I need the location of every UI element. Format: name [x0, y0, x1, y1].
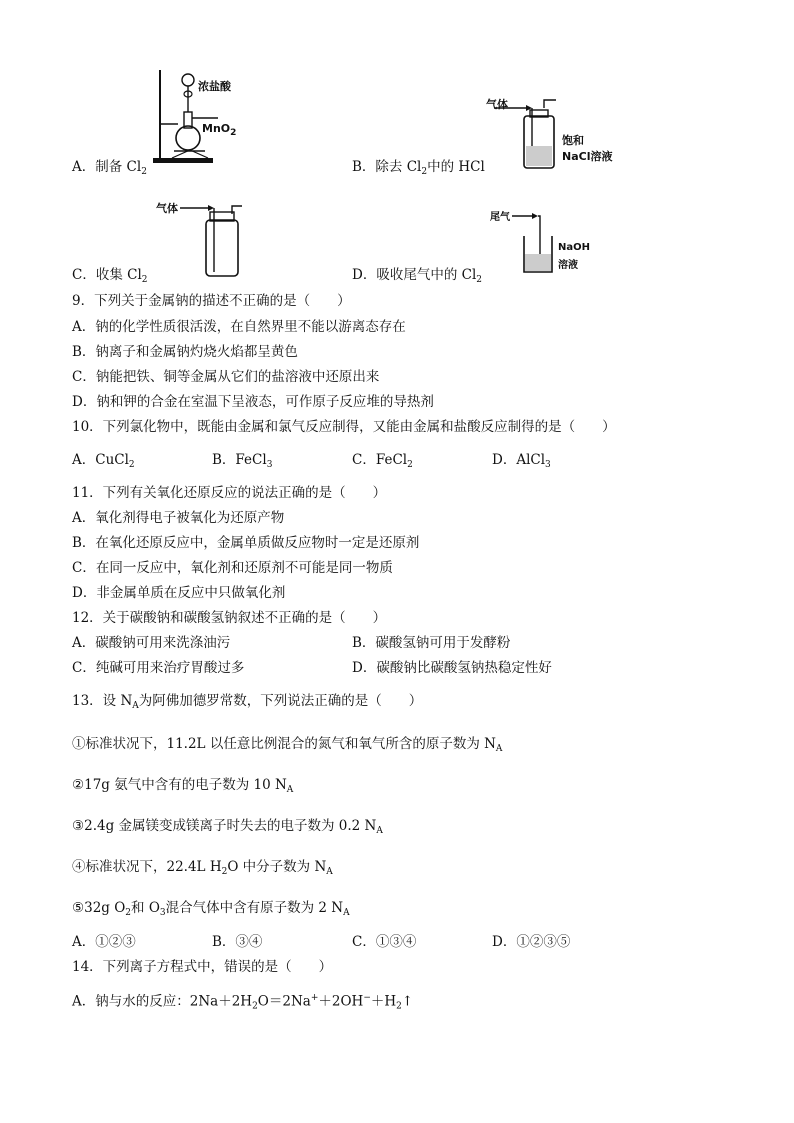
q11-stem: 11．下列有关氧化还原反应的说法正确的是（ ）: [72, 485, 387, 501]
q13-statement-4: ④标准状况下，22.4L $H_2O$ 中分子数为 $N_A$: [72, 859, 333, 877]
q13-statement-3: ③2.4g 金属镁变成镁离子时失去的电子数为 0.2 $N_A$: [72, 818, 383, 836]
q9-option-b[interactable]: B．钠离子和金属钠灼烧火焰都呈黄色: [72, 344, 298, 360]
q12-option-d[interactable]: D．碳酸钠比碳酸氢钠热稳定性好: [352, 660, 552, 676]
label-mno2: MnO$_2$: [202, 122, 237, 138]
q10-option-c[interactable]: C．FeCl$_2$: [352, 452, 413, 470]
q13-statement-2: ②17g 氨气中含有的电子数为 10 $N_A$: [72, 777, 294, 795]
label-naoh-solution: 溶液: [558, 260, 578, 271]
q13-statement-5: ⑤32g $O_2$和 $O_3$混合气体中含有原子数为 2 $N_A$: [72, 900, 350, 918]
figure-b-wash-bottle: [486, 96, 626, 176]
figure-d-absorption: [490, 206, 600, 276]
q12-option-c[interactable]: C．纯碱可用来治疗胃酸过多: [72, 660, 245, 676]
label-nacl-solution: NaCl溶液: [562, 150, 613, 163]
label-naoh: NaOH: [558, 242, 590, 253]
label-tail-gas: 尾气: [490, 212, 510, 223]
q9-option-a[interactable]: A．钠的化学性质很活泼，在自然界里不能以游离态存在: [72, 319, 406, 335]
label-gas-c: 气体: [156, 202, 178, 215]
label-conc-hcl: 浓盐酸: [198, 80, 231, 93]
q13-option-c[interactable]: C．①③④: [352, 934, 417, 950]
q12-option-a[interactable]: A．碳酸钠可用来洗涤油污: [72, 635, 231, 651]
label-gas-b: 气体: [486, 98, 508, 111]
q13-option-b[interactable]: B．③④: [212, 934, 263, 950]
q14-stem: 14．下列离子方程式中，错误的是（ ）: [72, 959, 333, 975]
label-saturated: 饱和: [562, 134, 584, 147]
q10-option-b[interactable]: B．FeCl$_3$: [212, 452, 273, 470]
q13-stem: 13．设 $N_A$为阿佛加德罗常数，下列说法正确的是（ ）: [72, 693, 423, 711]
q13-statement-1: ①标准状况下，11.2L 以任意比例混合的氮气和氧气所含的原子数为 $N_A$: [72, 736, 503, 754]
q8-option-d[interactable]: D．吸收尾气中的 $Cl_2$: [352, 267, 482, 285]
q10-stem: 10．下列氯化物中，既能由金属和氯气反应制得，又能由金属和盐酸反应制得的是（ ）: [72, 419, 616, 435]
q12-option-b[interactable]: B．碳酸氢钠可用于发酵粉: [352, 635, 511, 651]
q11-option-a[interactable]: A．氧化剂得电子被氧化为还原产物: [72, 510, 285, 526]
q11-option-c[interactable]: C．在同一反应中，氧化剂和还原剂不可能是同一物质: [72, 560, 393, 576]
q9-stem: 9．下列关于金属钠的描述不正确的是（ ）: [72, 293, 351, 309]
q8-option-c[interactable]: C．收集 $Cl_2$: [72, 267, 148, 285]
q13-option-d[interactable]: D．①②③⑤: [492, 934, 571, 950]
q8-option-a[interactable]: A．制备 $Cl_2$: [72, 159, 147, 177]
q9-option-c[interactable]: C．钠能把铁、铜等金属从它们的盐溶液中还原出来: [72, 369, 380, 385]
q8-option-b[interactable]: B．除去 $Cl_2$中的 HCl: [352, 159, 485, 177]
q14-option-a[interactable]: A．钠与水的反应：$2Na+2H_2O=2Na^++2OH^-+H_2↑$: [72, 993, 414, 1012]
q12-stem: 12．关于碳酸钠和碳酸氢钠叙述不正确的是（ ）: [72, 610, 387, 626]
q9-option-d[interactable]: D．钠和钾的合金在室温下呈液态，可作原子反应堆的导热剂: [72, 394, 434, 410]
q10-option-a[interactable]: A．CuCl$_2$: [72, 452, 135, 470]
q11-option-d[interactable]: D．非金属单质在反应中只做氧化剂: [72, 585, 286, 601]
figure-a-preparation: [150, 66, 270, 166]
q10-option-d[interactable]: D．AlCl$_3$: [492, 452, 551, 470]
q11-option-b[interactable]: B．在氧化还原反应中，金属单质做反应物时一定是还原剂: [72, 535, 420, 551]
figure-c-collection: [150, 196, 260, 280]
q13-option-a[interactable]: A．①②③: [72, 934, 136, 950]
